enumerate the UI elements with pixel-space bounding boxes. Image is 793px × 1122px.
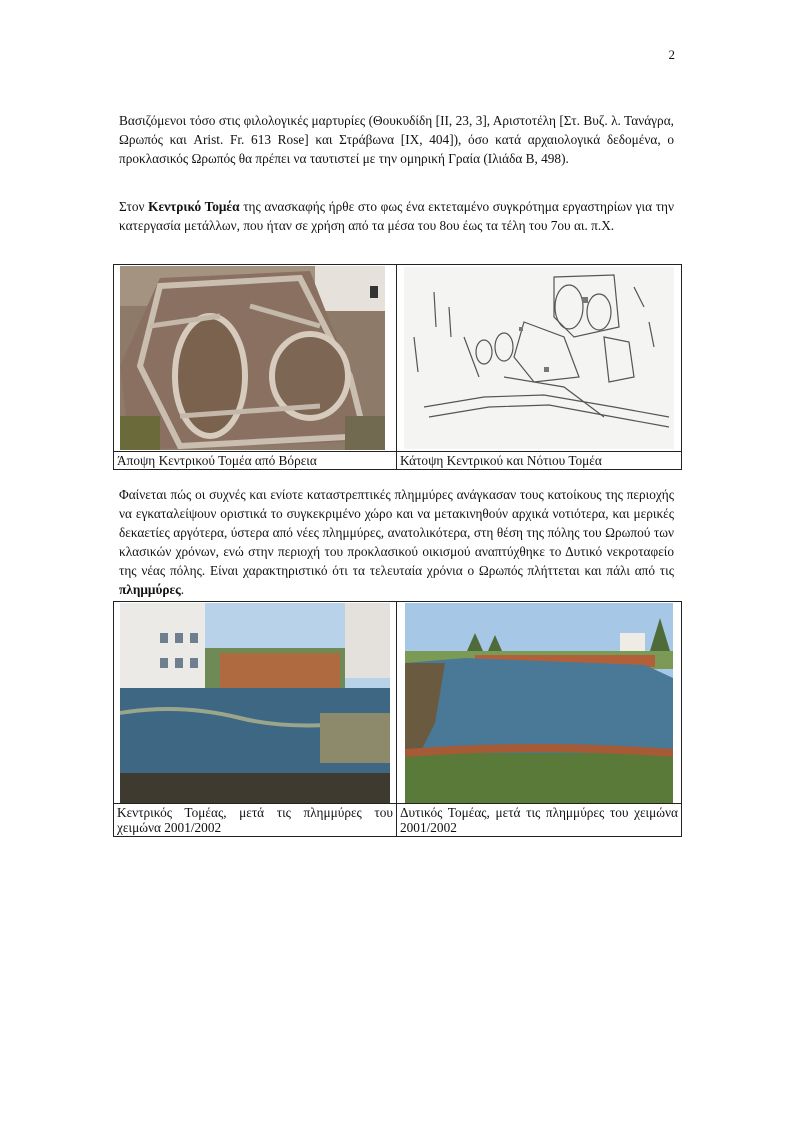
emphasis-central-sector: Κεντρικό Τομέα — [148, 199, 240, 214]
caption-central-sector-floods: Κεντρικός Τομέας, μετά τις πλημμύρες του χειμώνα 2001/2002 — [114, 804, 397, 837]
photo-central-sector-flooded — [120, 603, 390, 803]
paragraph-text: . — [180, 582, 185, 597]
page-number: 2 — [668, 47, 675, 62]
caption-central-south-plan: Κάτοψη Κεντρικού και Νότιου Τομέα — [397, 452, 682, 470]
paragraph-text: της ανασκαφής ήρθε στο φως ένα εκτεταμένο συγκρότημα εργαστηρίων για την κατεργασία μετάλλων, που ήταν σε χρήση από τα μέσα του 8ου έως τα τέλη του 7ου αι. π.Χ. — [119, 199, 675, 233]
caption-western-sector-floods: Δυτικός Τομέας, μετά τις πλημμύρες του χειμώνα 2001/2002 — [397, 804, 682, 837]
photo-cell — [114, 265, 397, 452]
photo-cell — [397, 602, 682, 804]
plan-central-south-sector — [404, 267, 674, 449]
caption-central-sector-north-view: Άποψη Κεντρικού Τομέα από Βόρεια — [114, 452, 397, 470]
paragraph-text: Φαίνεται πώς οι συχνές και ενίοτε καταστρεπτικές πλημμύρες ανάγκασαν τους κατοίκους της περιοχής να εγκαταλείψουν οριστικά το συγκεκριμένο χώρο και να μετακινηθούν αρχικά νοτιότερα, και μερικές δεκαετίες αργότερα, ύστερα από νέες πλημμύρες, ανατολικότερα, στη θέση της πόλης του Ωρωπού των κλασικών χρόνων, ενώ στην περιοχή του προκλασικού οικισμού αναπτύχθηκε το Δυτικό νεκροταφείο της νέας πόλης. Είναι χαρακτηριστικό ότι τα τελευταία χρόνια ο Ωρωπός πλήττεται και πάλι από τις — [119, 487, 674, 578]
photo-central-sector-from-north — [120, 266, 385, 450]
photo-cell — [114, 602, 397, 804]
figure-table-floods — [113, 601, 682, 837]
paragraph-central-sector — [119, 197, 674, 235]
paragraph-text: Στον — [119, 199, 149, 214]
emphasis-floods: πλημμύρες — [119, 582, 181, 597]
plan-cell — [397, 265, 682, 452]
figure-table-excavation — [113, 264, 682, 470]
photo-western-sector-flooded — [405, 603, 673, 803]
paragraph-floods — [119, 485, 674, 599]
paragraph-philological-evidence: Βασιζόμενοι τόσο στις φιλολογικές μαρτυρίες (Θουκυδίδη [ΙΙ, 23, 3], Αριστοτέλη [Στ. Βυζ. λ. Τανάγρα, Ωρωπός και Arist. Fr. 613 Rose] και Στράβωνα [IX, 404]), όσο κατά αρχαιολογικά δεδομένα, ο προκλασικός Ωρωπός θα πρέπει να ταυτιστεί με την ομηρική Γραία (Ιλιάδα Β, 498). — [119, 113, 674, 166]
